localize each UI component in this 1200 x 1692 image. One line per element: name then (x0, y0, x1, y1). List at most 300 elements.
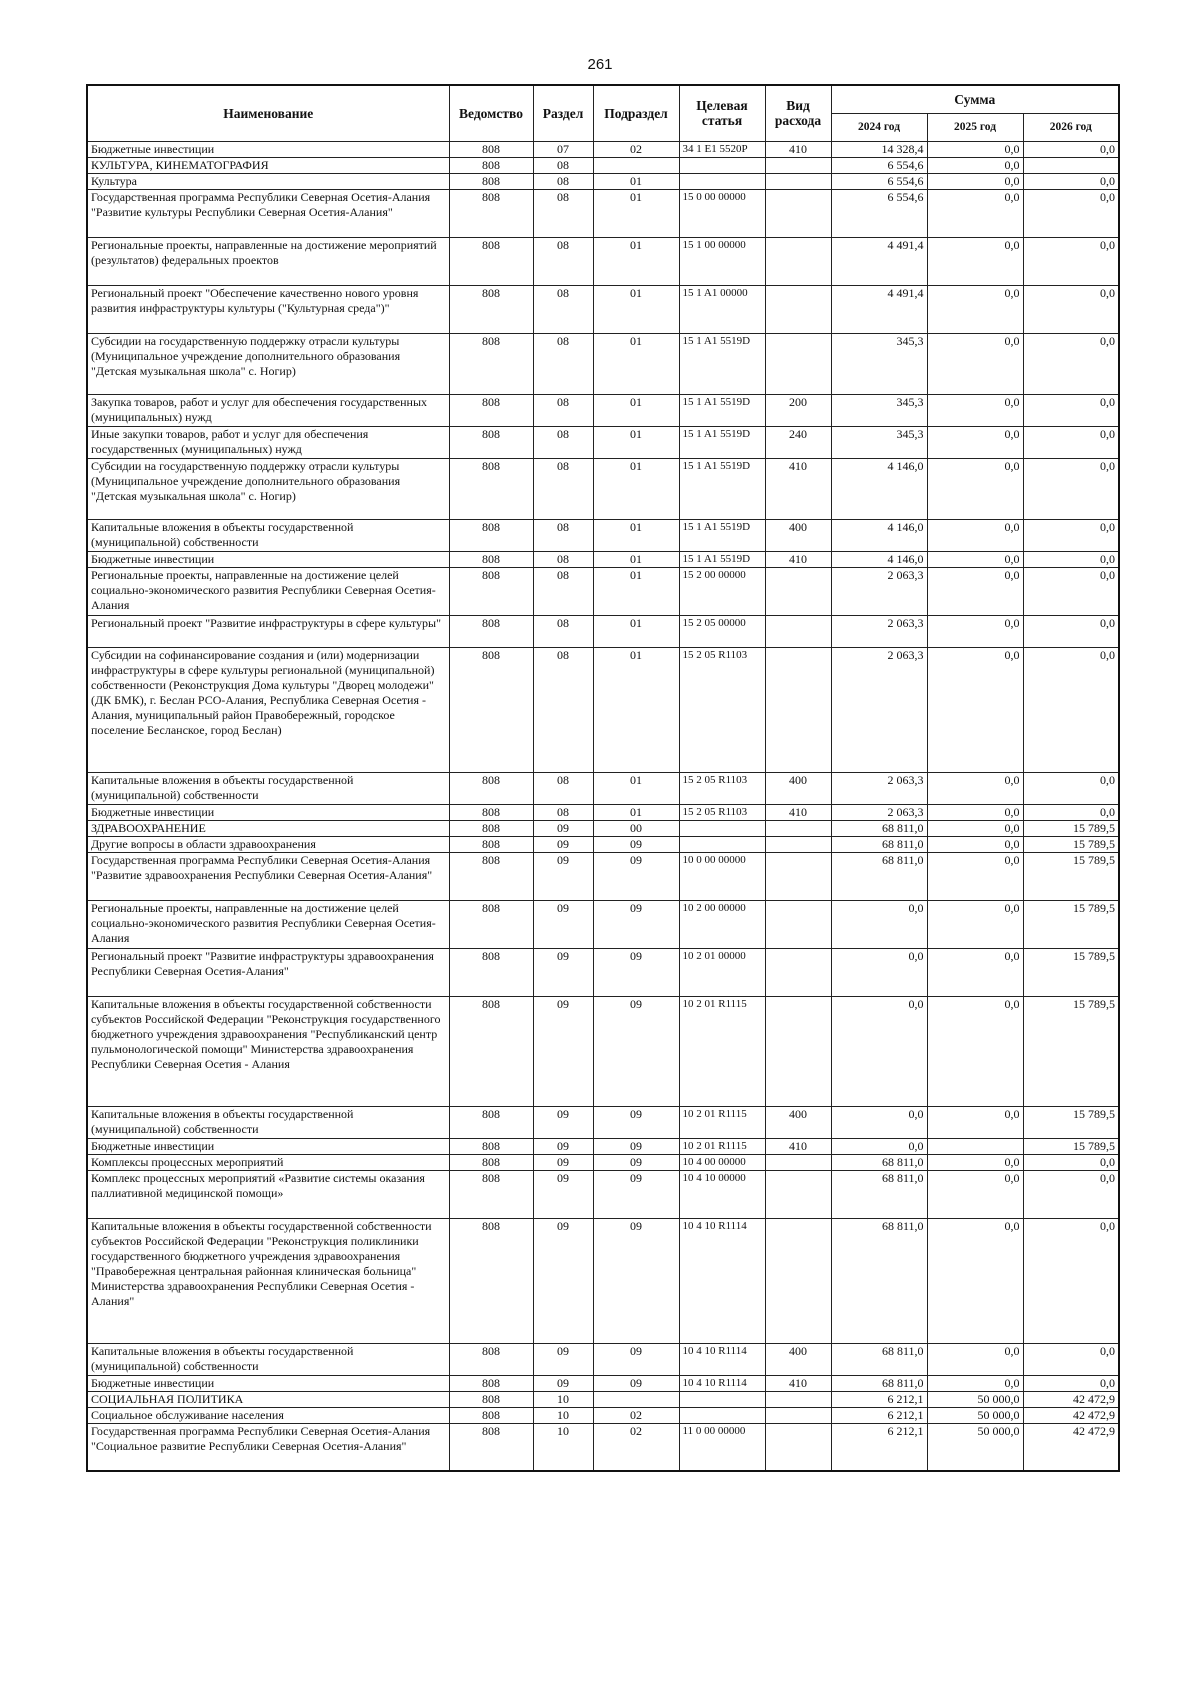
row-target-article: 10 2 01 R1115 (679, 996, 765, 1106)
row-name: КУЛЬТУРА, КИНЕМАТОГРАФИЯ (87, 157, 449, 173)
row-name: Культура (87, 173, 449, 189)
row-target-article (679, 157, 765, 173)
row-sum-2025: 50 000,0 (927, 1407, 1023, 1423)
row-name: Бюджетные инвестиции (87, 804, 449, 820)
row-sum-2026: 0,0 (1023, 285, 1119, 333)
table-row (87, 996, 1119, 1106)
row-vedomstvo: 808 (449, 1407, 533, 1423)
row-sum-2026 (1023, 157, 1119, 173)
row-expense-type (765, 1154, 831, 1170)
row-target-article: 15 2 05 R1103 (679, 647, 765, 772)
row-expense-type: 410 (765, 1138, 831, 1154)
row-name: Комплексы процессных мероприятий (87, 1154, 449, 1170)
table-row (87, 333, 1119, 394)
table-row (87, 772, 1119, 804)
row-name: ЗДРАВООХРАНЕНИЕ (87, 820, 449, 836)
row-sum-2024: 68 811,0 (831, 852, 927, 900)
row-expense-type (765, 1407, 831, 1423)
row-sum-2024: 0,0 (831, 996, 927, 1106)
row-podrazdel: 09 (593, 1170, 679, 1218)
row-razdel: 08 (533, 458, 593, 519)
row-razdel: 08 (533, 237, 593, 285)
row-razdel: 09 (533, 900, 593, 948)
row-sum-2026: 0,0 (1023, 647, 1119, 772)
row-sum-2025: 0,0 (927, 237, 1023, 285)
row-sum-2024: 0,0 (831, 1106, 927, 1138)
row-sum-2024: 14 328,4 (831, 141, 927, 157)
row-vedomstvo: 808 (449, 647, 533, 772)
row-razdel: 09 (533, 852, 593, 900)
row-vedomstvo: 808 (449, 948, 533, 996)
row-sum-2026: 15 789,5 (1023, 1106, 1119, 1138)
row-sum-2024: 68 811,0 (831, 836, 927, 852)
table-body (87, 141, 1119, 1471)
row-sum-2026: 0,0 (1023, 394, 1119, 426)
row-sum-2025: 50 000,0 (927, 1391, 1023, 1407)
row-podrazdel: 09 (593, 1138, 679, 1154)
table-row (87, 1170, 1119, 1218)
row-sum-2024: 4 146,0 (831, 519, 927, 551)
row-sum-2024: 6 212,1 (831, 1423, 927, 1471)
row-expense-type (765, 1391, 831, 1407)
row-vedomstvo: 808 (449, 141, 533, 157)
row-razdel: 09 (533, 836, 593, 852)
row-sum-2024: 4 146,0 (831, 458, 927, 519)
row-name: Субсидии на государственную поддержку отрасли культуры (Муниципальное учреждение дополнительного образования "Детская музыкальная школа" с. Ногир) (87, 458, 449, 519)
row-expense-type: 400 (765, 772, 831, 804)
row-vedomstvo: 808 (449, 285, 533, 333)
row-sum-2026: 0,0 (1023, 426, 1119, 458)
row-sum-2025: 0,0 (927, 804, 1023, 820)
row-vedomstvo: 808 (449, 804, 533, 820)
row-sum-2025: 0,0 (927, 141, 1023, 157)
row-podrazdel: 01 (593, 189, 679, 237)
table-row (87, 189, 1119, 237)
table-row (87, 567, 1119, 615)
row-podrazdel: 01 (593, 804, 679, 820)
row-target-article: 15 2 05 R1103 (679, 772, 765, 804)
row-sum-2024: 4 491,4 (831, 237, 927, 285)
table-row (87, 852, 1119, 900)
row-razdel: 07 (533, 141, 593, 157)
row-sum-2024: 6 212,1 (831, 1407, 927, 1423)
row-vedomstvo: 808 (449, 173, 533, 189)
row-sum-2024: 68 811,0 (831, 1154, 927, 1170)
row-sum-2026: 0,0 (1023, 173, 1119, 189)
row-podrazdel: 01 (593, 237, 679, 285)
row-sum-2024: 6 554,6 (831, 189, 927, 237)
row-sum-2026: 0,0 (1023, 772, 1119, 804)
row-sum-2026: 0,0 (1023, 141, 1119, 157)
table-row (87, 141, 1119, 157)
row-sum-2025: 0,0 (927, 1218, 1023, 1343)
row-sum-2025: 0,0 (927, 820, 1023, 836)
row-sum-2024: 6 554,6 (831, 173, 927, 189)
row-expense-type (765, 173, 831, 189)
row-expense-type (765, 820, 831, 836)
row-razdel: 08 (533, 551, 593, 567)
row-sum-2026: 0,0 (1023, 189, 1119, 237)
header-vedomstvo: Ведомство (449, 85, 533, 141)
budget-table (86, 84, 1120, 1472)
row-razdel: 08 (533, 157, 593, 173)
header-year-2026: 2026 год (1023, 113, 1119, 141)
row-sum-2024: 0,0 (831, 900, 927, 948)
row-sum-2026: 15 789,5 (1023, 948, 1119, 996)
row-sum-2025: 0,0 (927, 772, 1023, 804)
row-razdel: 10 (533, 1423, 593, 1471)
row-target-article: 15 1 A1 5519D (679, 458, 765, 519)
row-podrazdel: 01 (593, 615, 679, 647)
row-podrazdel: 09 (593, 1375, 679, 1391)
row-sum-2025: 0,0 (927, 836, 1023, 852)
row-sum-2025: 0,0 (927, 551, 1023, 567)
row-sum-2024: 68 811,0 (831, 1218, 927, 1343)
row-sum-2024: 2 063,3 (831, 647, 927, 772)
row-target-article: 15 1 A1 5519D (679, 551, 765, 567)
table-row (87, 900, 1119, 948)
row-razdel: 08 (533, 804, 593, 820)
row-sum-2026: 0,0 (1023, 1170, 1119, 1218)
row-razdel: 08 (533, 394, 593, 426)
row-vedomstvo: 808 (449, 900, 533, 948)
row-vedomstvo: 808 (449, 237, 533, 285)
row-target-article: 15 2 05 R1103 (679, 804, 765, 820)
row-podrazdel: 01 (593, 285, 679, 333)
row-name: Другие вопросы в области здравоохранения (87, 836, 449, 852)
row-vedomstvo: 808 (449, 1154, 533, 1170)
row-expense-type: 400 (765, 1343, 831, 1375)
row-expense-type: 200 (765, 394, 831, 426)
row-razdel: 09 (533, 948, 593, 996)
row-sum-2025: 0,0 (927, 285, 1023, 333)
row-podrazdel: 09 (593, 900, 679, 948)
row-sum-2025: 0,0 (927, 900, 1023, 948)
table-row (87, 647, 1119, 772)
table-row (87, 1154, 1119, 1170)
row-sum-2026: 0,0 (1023, 519, 1119, 551)
table-row (87, 519, 1119, 551)
row-name: Бюджетные инвестиции (87, 1375, 449, 1391)
table-row (87, 394, 1119, 426)
row-sum-2025: 0,0 (927, 647, 1023, 772)
row-expense-type (765, 1423, 831, 1471)
row-vedomstvo: 808 (449, 519, 533, 551)
row-sum-2025: 0,0 (927, 615, 1023, 647)
row-sum-2026: 0,0 (1023, 567, 1119, 615)
row-sum-2026: 42 472,9 (1023, 1423, 1119, 1471)
row-expense-type (765, 615, 831, 647)
row-sum-2025: 0,0 (927, 567, 1023, 615)
row-razdel: 08 (533, 173, 593, 189)
row-expense-type (765, 836, 831, 852)
row-vedomstvo: 808 (449, 333, 533, 394)
row-vedomstvo: 808 (449, 1375, 533, 1391)
row-name: Бюджетные инвестиции (87, 1138, 449, 1154)
row-sum-2026: 0,0 (1023, 333, 1119, 394)
row-name: Субсидии на государственную поддержку отрасли культуры (Муниципальное учреждение дополнительного образования "Детская музыкальная школа" с. Ногир) (87, 333, 449, 394)
row-expense-type: 410 (765, 1375, 831, 1391)
row-podrazdel: 09 (593, 1106, 679, 1138)
row-target-article (679, 1407, 765, 1423)
row-name: Комплекс процессных мероприятий «Развитие системы оказания паллиативной медицинской помощи» (87, 1170, 449, 1218)
row-name: Капитальные вложения в объекты государственной собственности субъектов Российской Федерации "Реконструкция поликлиники государственного бюджетного учреждения здравоохранения "Правобережная центральная районная клиническая больница" Министерства здравоохранения Республики Северная Осетия - Алания" (87, 1218, 449, 1343)
row-target-article: 15 1 A1 5519D (679, 333, 765, 394)
row-podrazdel: 01 (593, 173, 679, 189)
row-expense-type: 400 (765, 1106, 831, 1138)
row-sum-2026: 0,0 (1023, 804, 1119, 820)
row-vedomstvo: 808 (449, 852, 533, 900)
row-sum-2026: 0,0 (1023, 551, 1119, 567)
table-row (87, 285, 1119, 333)
row-sum-2026: 15 789,5 (1023, 836, 1119, 852)
row-vedomstvo: 808 (449, 1170, 533, 1218)
row-expense-type (765, 900, 831, 948)
row-sum-2025: 0,0 (927, 948, 1023, 996)
row-expense-type (765, 333, 831, 394)
table-row (87, 948, 1119, 996)
row-expense-type: 240 (765, 426, 831, 458)
table-row (87, 426, 1119, 458)
row-target-article: 15 2 05 00000 (679, 615, 765, 647)
row-target-article (679, 173, 765, 189)
row-razdel: 09 (533, 1170, 593, 1218)
row-podrazdel: 02 (593, 1407, 679, 1423)
row-name: Капитальные вложения в объекты государственной (муниципальной) собственности (87, 1106, 449, 1138)
table-row (87, 1343, 1119, 1375)
row-sum-2026: 0,0 (1023, 1343, 1119, 1375)
row-sum-2025: 0,0 (927, 996, 1023, 1106)
row-vedomstvo: 808 (449, 1218, 533, 1343)
row-podrazdel: 09 (593, 996, 679, 1106)
row-razdel: 09 (533, 1106, 593, 1138)
row-name: Бюджетные инвестиции (87, 141, 449, 157)
row-sum-2025: 0,0 (927, 394, 1023, 426)
row-podrazdel: 09 (593, 1154, 679, 1170)
row-vedomstvo: 808 (449, 615, 533, 647)
row-target-article: 10 2 01 R1115 (679, 1138, 765, 1154)
row-expense-type: 410 (765, 804, 831, 820)
row-name: Капитальные вложения в объекты государственной собственности субъектов Российской Федерации "Реконструкция государственного бюджетного учреждения здравоохранения "Республиканский центр пульмонологической помощи" Министерства здравоохранения Республики Северная Осетия - Алания (87, 996, 449, 1106)
row-expense-type: 400 (765, 519, 831, 551)
table-row (87, 173, 1119, 189)
table-row (87, 1407, 1119, 1423)
row-name: Региональный проект "Развитие инфраструктуры в сфере культуры" (87, 615, 449, 647)
row-target-article: 10 2 01 00000 (679, 948, 765, 996)
row-target-article: 15 0 00 00000 (679, 189, 765, 237)
row-sum-2024: 68 811,0 (831, 1375, 927, 1391)
row-target-article: 34 1 E1 5520P (679, 141, 765, 157)
row-podrazdel: 02 (593, 1423, 679, 1471)
row-target-article (679, 836, 765, 852)
row-expense-type (765, 189, 831, 237)
row-sum-2025: 0,0 (927, 1154, 1023, 1170)
row-sum-2026: 15 789,5 (1023, 900, 1119, 948)
row-name: Бюджетные инвестиции (87, 551, 449, 567)
row-name: Государственная программа Республики Северная Осетия-Алания "Социальное развитие Республики Северная Осетия-Алания" (87, 1423, 449, 1471)
header-sum: Сумма (831, 85, 1119, 113)
row-sum-2026: 0,0 (1023, 1218, 1119, 1343)
row-name: Социальное обслуживание населения (87, 1407, 449, 1423)
row-name: Капитальные вложения в объекты государственной (муниципальной) собственности (87, 1343, 449, 1375)
row-podrazdel: 09 (593, 948, 679, 996)
table-row (87, 1375, 1119, 1391)
table-row (87, 804, 1119, 820)
row-expense-type (765, 647, 831, 772)
row-sum-2024: 68 811,0 (831, 1170, 927, 1218)
table-row (87, 1106, 1119, 1138)
row-sum-2024: 2 063,3 (831, 804, 927, 820)
row-sum-2024: 345,3 (831, 333, 927, 394)
header-name: Наименование (87, 85, 449, 141)
row-razdel: 10 (533, 1407, 593, 1423)
row-vedomstvo: 808 (449, 157, 533, 173)
row-expense-type (765, 237, 831, 285)
row-sum-2026: 42 472,9 (1023, 1391, 1119, 1407)
row-razdel: 08 (533, 567, 593, 615)
row-podrazdel: 01 (593, 647, 679, 772)
row-target-article: 15 1 00 00000 (679, 237, 765, 285)
header-razdel: Раздел (533, 85, 593, 141)
row-sum-2025: 0,0 (927, 1343, 1023, 1375)
row-vedomstvo: 808 (449, 426, 533, 458)
row-target-article: 10 2 00 00000 (679, 900, 765, 948)
row-name: Капитальные вложения в объекты государственной (муниципальной) собственности (87, 519, 449, 551)
table-row (87, 551, 1119, 567)
row-sum-2026: 15 789,5 (1023, 1138, 1119, 1154)
row-sum-2026: 15 789,5 (1023, 820, 1119, 836)
row-name: Субсидии на софинансирование создания и (или) модернизации инфраструктуры в сфере культуры региональной (муниципальной) собственности (Реконструкция Дома культуры "Дворец молодежи" (ДК БМК), г. Беслан РСО-Алания, Республика Северная Осетия - Алания, муниципальный район Правобережный, городское поселение Бесланское, город Беслан) (87, 647, 449, 772)
row-sum-2025: 0,0 (927, 333, 1023, 394)
row-razdel: 09 (533, 1138, 593, 1154)
row-vedomstvo: 808 (449, 551, 533, 567)
header-target-article: Целевая статья (679, 85, 765, 141)
header-year-2024: 2024 год (831, 113, 927, 141)
row-razdel: 08 (533, 615, 593, 647)
row-razdel: 09 (533, 1375, 593, 1391)
row-sum-2024: 0,0 (831, 1138, 927, 1154)
row-sum-2024: 4 146,0 (831, 551, 927, 567)
row-name: СОЦИАЛЬНАЯ ПОЛИТИКА (87, 1391, 449, 1407)
row-sum-2024: 2 063,3 (831, 772, 927, 804)
row-expense-type (765, 157, 831, 173)
row-vedomstvo: 808 (449, 567, 533, 615)
table-row (87, 820, 1119, 836)
row-razdel: 09 (533, 1154, 593, 1170)
row-sum-2026: 0,0 (1023, 615, 1119, 647)
row-sum-2025 (927, 1138, 1023, 1154)
table-row (87, 1391, 1119, 1407)
row-podrazdel: 02 (593, 141, 679, 157)
row-name: Закупка товаров, работ и услуг для обеспечения государственных (муниципальных) нужд (87, 394, 449, 426)
row-expense-type (765, 567, 831, 615)
row-sum-2024: 2 063,3 (831, 615, 927, 647)
row-podrazdel: 01 (593, 772, 679, 804)
row-name: Государственная программа Республики Северная Осетия-Алания "Развитие культуры Республики Северная Осетия-Алания" (87, 189, 449, 237)
row-name: Капитальные вложения в объекты государственной (муниципальной) собственности (87, 772, 449, 804)
table-row (87, 458, 1119, 519)
row-sum-2026: 0,0 (1023, 1154, 1119, 1170)
row-podrazdel: 09 (593, 836, 679, 852)
row-podrazdel: 01 (593, 394, 679, 426)
row-name: Иные закупки товаров, работ и услуг для обеспечения государственных (муниципальных) нужд (87, 426, 449, 458)
row-expense-type (765, 948, 831, 996)
row-sum-2024: 6 554,6 (831, 157, 927, 173)
row-podrazdel: 01 (593, 551, 679, 567)
row-podrazdel (593, 1391, 679, 1407)
header-expense-type: Вид расхода (765, 85, 831, 141)
row-target-article: 15 1 A1 5519D (679, 394, 765, 426)
row-sum-2025: 0,0 (927, 157, 1023, 173)
row-razdel: 09 (533, 820, 593, 836)
row-target-article: 10 4 10 R1114 (679, 1343, 765, 1375)
row-expense-type (765, 852, 831, 900)
row-vedomstvo: 808 (449, 1423, 533, 1471)
row-sum-2026: 42 472,9 (1023, 1407, 1119, 1423)
row-target-article: 10 2 01 R1115 (679, 1106, 765, 1138)
row-expense-type: 410 (765, 458, 831, 519)
row-podrazdel: 01 (593, 333, 679, 394)
row-podrazdel: 01 (593, 458, 679, 519)
row-razdel: 08 (533, 426, 593, 458)
row-sum-2024: 0,0 (831, 948, 927, 996)
row-target-article: 10 4 10 00000 (679, 1170, 765, 1218)
row-podrazdel: 09 (593, 852, 679, 900)
row-podrazdel: 00 (593, 820, 679, 836)
row-razdel: 08 (533, 189, 593, 237)
row-sum-2025: 0,0 (927, 852, 1023, 900)
row-sum-2024: 6 212,1 (831, 1391, 927, 1407)
row-vedomstvo: 808 (449, 772, 533, 804)
row-vedomstvo: 808 (449, 1391, 533, 1407)
row-sum-2025: 0,0 (927, 1106, 1023, 1138)
row-razdel: 08 (533, 285, 593, 333)
table-row (87, 836, 1119, 852)
row-sum-2024: 68 811,0 (831, 820, 927, 836)
row-podrazdel: 09 (593, 1343, 679, 1375)
row-razdel: 10 (533, 1391, 593, 1407)
row-target-article: 15 1 A1 5519D (679, 519, 765, 551)
row-name: Региональные проекты, направленные на достижение целей социально-экономического развития Республики Северная Осетия-Алания (87, 900, 449, 948)
row-sum-2026: 0,0 (1023, 1375, 1119, 1391)
row-name: Государственная программа Республики Северная Осетия-Алания "Развитие здравоохранения Республики Северная Осетия-Алания" (87, 852, 449, 900)
row-sum-2024: 4 491,4 (831, 285, 927, 333)
row-vedomstvo: 808 (449, 458, 533, 519)
header-year-2025: 2025 год (927, 113, 1023, 141)
row-vedomstvo: 808 (449, 1138, 533, 1154)
row-sum-2025: 0,0 (927, 173, 1023, 189)
row-razdel: 08 (533, 519, 593, 551)
row-razdel: 09 (533, 1218, 593, 1343)
row-podrazdel: 01 (593, 567, 679, 615)
row-target-article: 15 1 A1 00000 (679, 285, 765, 333)
table-row (87, 1423, 1119, 1471)
row-target-article: 11 0 00 00000 (679, 1423, 765, 1471)
row-razdel: 08 (533, 333, 593, 394)
row-name: Региональные проекты, направленные на достижение целей социально-экономического развития Республики Северная Осетия-Алания (87, 567, 449, 615)
row-sum-2025: 0,0 (927, 1170, 1023, 1218)
row-sum-2024: 2 063,3 (831, 567, 927, 615)
row-target-article: 10 0 00 00000 (679, 852, 765, 900)
table-row (87, 1138, 1119, 1154)
row-sum-2026: 0,0 (1023, 237, 1119, 285)
row-razdel: 09 (533, 996, 593, 1106)
page-number: 261 (587, 56, 613, 73)
row-podrazdel: 09 (593, 1218, 679, 1343)
row-vedomstvo: 808 (449, 1106, 533, 1138)
row-sum-2025: 50 000,0 (927, 1423, 1023, 1471)
header-podrazdel: Подраздел (593, 85, 679, 141)
